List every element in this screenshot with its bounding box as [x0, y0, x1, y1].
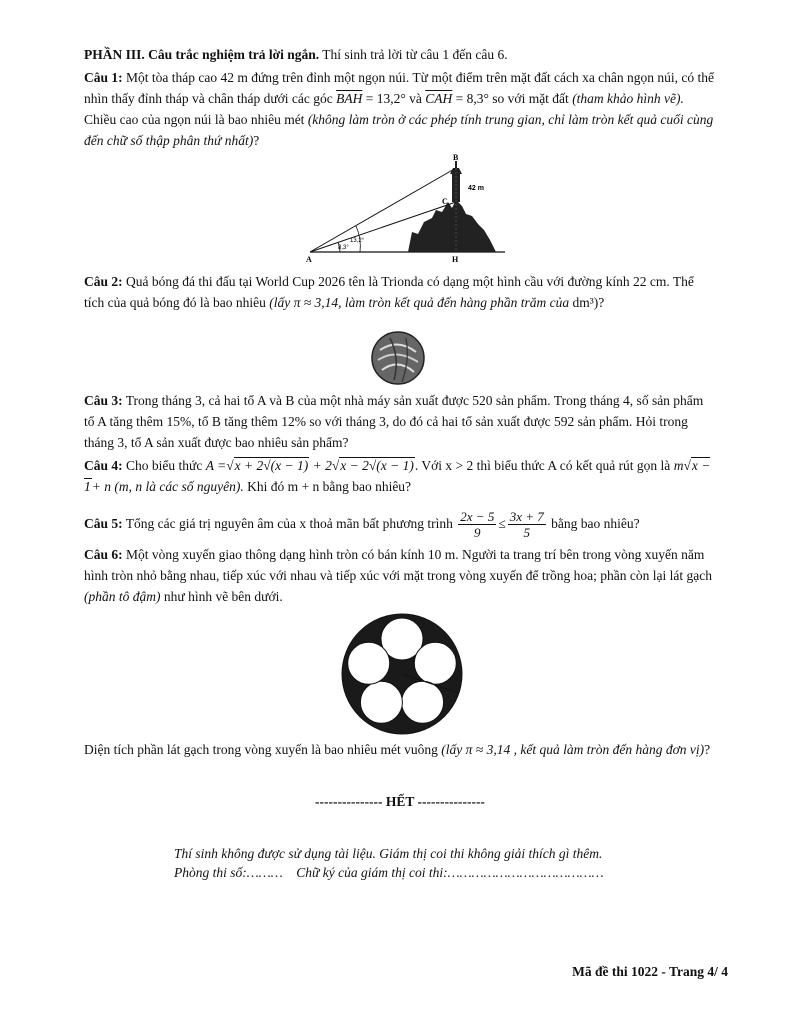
question-6-prompt [84, 739, 716, 760]
q6-question-note: (lấy π ≈ 3,14 , kết quả làm tròn đến hàng đơn vị) [441, 742, 705, 757]
flower-circle-bottom-right [402, 681, 444, 723]
q4-m: m [673, 458, 684, 473]
q4-text-c: Khi đó m + n bằng bao nhiêu? [247, 479, 412, 494]
q1-angle-cah: $\overline{CAH}$ [425, 91, 453, 106]
q2-note: (lấy π ≈ 3,14, làm tròn kết quả đến hàng phần trăm của [269, 295, 570, 310]
q4-label: Câu 4: [84, 458, 123, 473]
q3-text: Trong tháng 3, cả hai tổ A và B của một nhà máy sản xuất được 520 sản phẩm. Trong tháng 4, số sản phẩm tổ A tăng thêm 15%, tổ B tăng thêm 12% so với tháng 3, do đó cả hai tổ sản xuất được 592 sản phẩm. Hỏi trong tháng 3, tổ A sản xuất được bao nhiêu sản phẩm? [84, 393, 704, 450]
question-3 [84, 390, 716, 453]
big-angle-label: 13,2° [350, 238, 365, 244]
q5-fraction-right [508, 509, 546, 540]
q5-label: Câu 5: [84, 516, 123, 531]
soccer-ball-image [370, 330, 426, 386]
q1-ref: (tham khảo hình vẽ). [572, 91, 684, 106]
question-1 [84, 67, 716, 151]
tower-mountain-figure [300, 152, 510, 264]
mountain-shape [408, 200, 496, 252]
point-b-label: B [453, 153, 459, 162]
q5-text-a: Tổng các giá trị nguyên âm của x thoả mãn bất phương trình [125, 516, 453, 531]
q1-value-cah: = 8,3° [455, 91, 489, 106]
q4-expr-a: A = [205, 458, 227, 473]
q4-text-b: . Với x > 2 thì biểu thức A có kết quả rút gọn là [414, 458, 671, 473]
height-label: 42 m [468, 185, 484, 192]
q1-value-bah: = 13,2° [365, 91, 406, 106]
q1-note: (không làm tròn ở các phép tính trung gian, chỉ làm tròn kết quả cuối cùng đến chữ số thập phân thứ nhất) [84, 112, 714, 148]
q6-note: (phần tô đậm) [84, 589, 161, 604]
q4-radical-2: x − 2√(x − 1) [340, 458, 414, 473]
question-4: Câu 4: Cho biểu thức A =√x + 2√(x − 1) + 2√x − 2√(x − 1). Với x > 2 thì biểu thức A có kết quả rút gọn là m√x − 1+ n (m, n là các số nguyên). Khi đó m + n bằng bao nhiêu? [84, 458, 711, 494]
q6-label: Câu 6: [84, 547, 123, 562]
section-heading [84, 44, 716, 65]
q4-radical-3: x − 1 [84, 458, 711, 494]
q1-text-b: so với mặt đất [492, 91, 569, 106]
q1-angle-bah: $\overline{BAH}$ [336, 91, 363, 106]
question-5 [84, 508, 716, 540]
end-mark: --------------- HẾT --------------- [315, 794, 485, 809]
q4-text-a: Cho biểu thức [126, 458, 203, 473]
roundabout-figure [341, 613, 463, 735]
q3-label: Câu 3: [84, 393, 123, 408]
q1-and: và [409, 91, 422, 106]
point-h-label: H [452, 255, 459, 264]
q6-end: ? [704, 742, 711, 757]
page-footer: Mã đề thi 1022 - Trang 4/ 4 [572, 964, 728, 979]
q1-end: ? [253, 133, 260, 148]
exam-room-field: Phòng thi số:……… [174, 865, 283, 880]
q1-label: Câu 1: [84, 70, 123, 85]
q4-plus-n: + n [91, 479, 111, 494]
q2-unit: dm³)? [572, 295, 605, 310]
q2-label: Câu 2: [84, 274, 123, 289]
small-angle-label: 8,3° [338, 245, 349, 251]
q5-num-right: 3x + 7 [509, 509, 544, 525]
section-subtitle: Thí sinh trả lời từ câu 1 đến câu 6. [322, 47, 508, 62]
q6-question: Diện tích phần lát gạch trong vòng xuyến là bao nhiêu mét vuông [84, 742, 438, 757]
point-a-label: A [306, 255, 312, 264]
q6-text-a: Một vòng xuyến giao thông dạng hình tròn có bán kính 10 m. Người ta trang trí bên trong vòng xuyến năm hình tròn nhỏ bằng nhau, tiếp xúc với nhau và tiếp xúc với mặt trong vòng xuyến để trồng hoa; phần còn lại lát gạch [84, 547, 713, 583]
point-c-label: C [442, 197, 448, 206]
q5-num-left: 2x − 5 [460, 509, 495, 525]
footer-note-line1: Thí sinh không được sử dụng tài liệu. Giám thị coi thi không giải thích gì thêm. [174, 846, 603, 861]
section-title: PHẦN III. Câu trắc nghiệm trả lời ngắn. [84, 47, 320, 62]
flower-circle-right [414, 642, 456, 684]
proctor-signature-field: Chữ ký của giám thị coi thi:………………………………… [296, 865, 604, 880]
q4-radical-1: x + 2√(x − 1) [234, 458, 309, 473]
q4-plus-two: + 2 [312, 458, 332, 473]
q1-text-a: Một tòa tháp cao 42 m đứng trên đỉnh một ngọn núi. Từ một điểm trên mặt đất cách xa chân ngọn núi, có thể nhìn thấy đỉnh tháp và chân tháp dưới các góc [84, 70, 715, 106]
question-6 [84, 544, 716, 607]
q2-text-a: Quả bóng đá thi đấu tại World Cup 2026 tên là Trionda có dạng một hình cầu với đường kính 22 cm. Thể tích của quả bóng đó là bao nhiêu [84, 274, 694, 310]
tower-antenna [455, 161, 457, 168]
q5-fraction-left [458, 509, 496, 540]
flower-circle-bottom-left [360, 681, 402, 723]
flower-circle-left [348, 642, 390, 684]
q6-text-b: như hình vẽ bên dưới. [163, 589, 283, 604]
q5-den-left: 9 [474, 525, 481, 541]
footer-note-line2 [174, 862, 714, 883]
q1-text-c: Chiều cao của ngọn núi là bao nhiêu mét [84, 112, 305, 127]
question-2 [84, 271, 716, 313]
q4-note: (m, n là các số nguyên). [114, 479, 244, 494]
q5-leq: ≤ [498, 516, 506, 531]
q5-text-b: bằng bao nhiêu? [551, 516, 640, 531]
q5-den-right: 5 [523, 525, 531, 541]
